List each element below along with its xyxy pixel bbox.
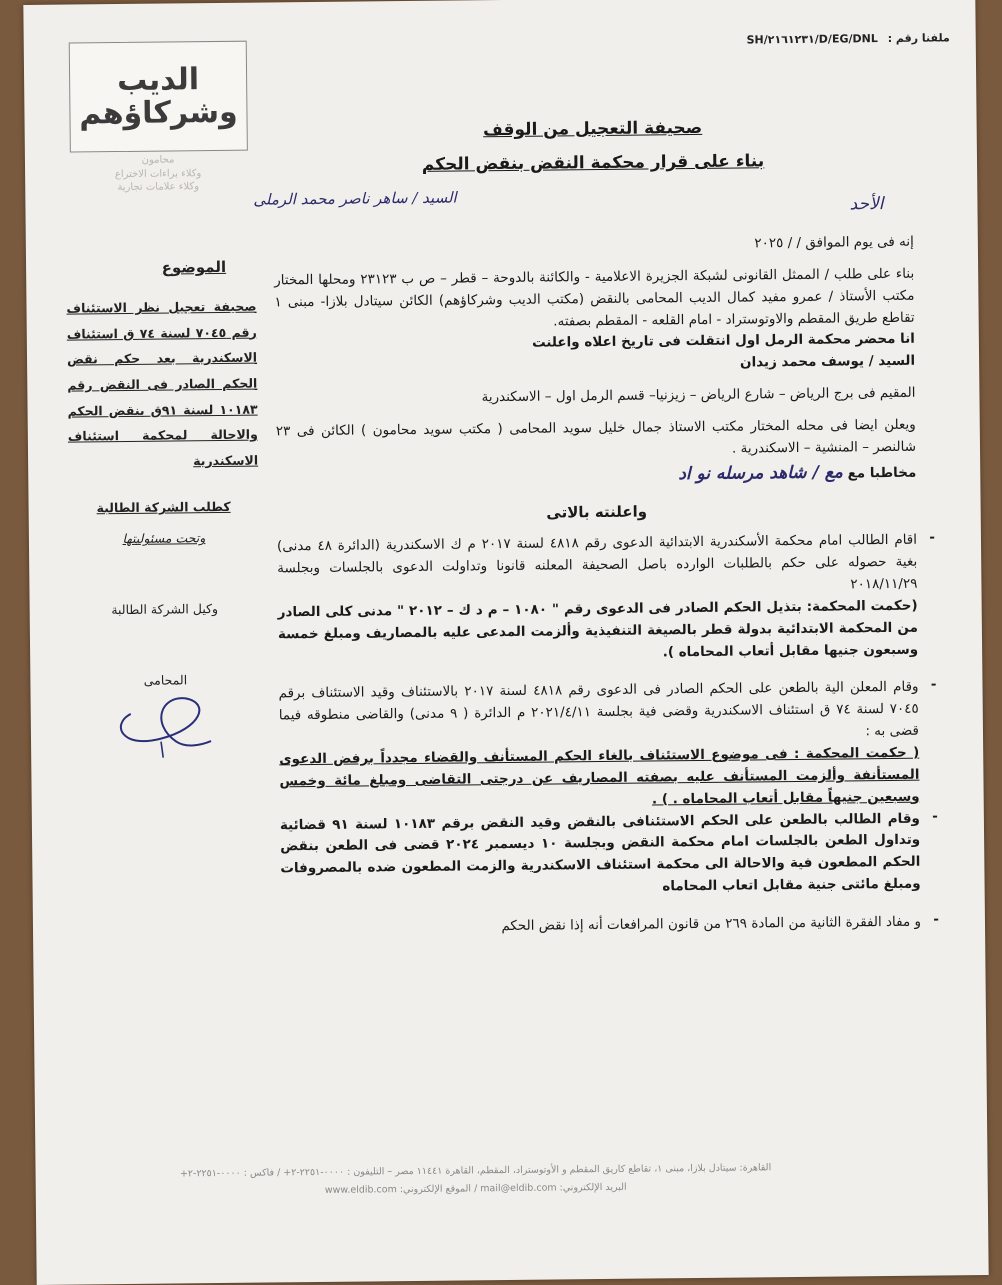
handwritten-day: الأحد	[849, 194, 884, 215]
addressed-label: مخاطبا مع	[847, 464, 917, 482]
list-item: - اقام الطالب امام محكمة الأسكندرية الابتدائية الدعوى رقم ٤٨١٨ لسنة ٢٠١٧ م ك الاسكندرية (الدائرة ٤٨ مدنى) بغية حصوله على حكم بالطلبات الوارده باصل الصحيفة المعلنه قانونا وتداولت الدعوى بالجلسات وبجلسة ٢٠١٨/١١/٢٩ (حكمت المحكمة: بتذيل الحكم الصادر فى الدعوى رقم " ١٠٨٠ – م د ك – ٢٠١٢ " مدنى كلى الصادر من المحكمة الابتدائية بدولة قطر بالصيغة التنفيذية وألزمت المدعى عليه بالمصاريف ومبلغ خمسة وسبعون جنيها مقابل أتعاب المحاماه ).	[277, 530, 918, 668]
item-3-text: وقام الطالب بالطعن على الحكم الاستئنافى بالنقض وقيد النقض برقم ١٠١٨٣ لسنة ٩١ قضائية وتداول الطعن بالجلسات امام محكمة النقض وبجلسة ١٠ ديسمبر ٢٠٢٤ قضى فى الطعن بنقض الحكم المطعون فية والاحالة الى محكمة استئناف الاسكندرية والزمت المطعون ضده بالمصروفات ومبلغ مائتى جنية مقابل اتعاب المحاماه	[279, 810, 921, 895]
document-subtitle: بناء على قرار محكمة النقض بنقض الحكم	[421, 151, 765, 175]
requester-note: كطلب الشركة الطالبة	[96, 499, 231, 516]
addressed-line	[276, 458, 916, 492]
footer-contact: البريد الإلكتروني: mail@eldib.com / الموقع الإلكتروني: www.eldib.com	[324, 1181, 627, 1196]
subject-body: صحيفة تعجيل نظر الاستئناف رقم ٧٠٤٥ لسنة ٧٤ ق استئناف الاسكندرية بعد حكم نقض الحكم الصادر فى النقض رقم ١٠١٨٣ لسنة ٩١ق بنقض الحكم والاحالة لمحكمة استئناف الاسكندرية	[66, 298, 259, 469]
document-title: صحيفة التعجيل من الوقف	[482, 117, 703, 141]
residence-line: المقيم فى برج الرياض – شارع الرياض – زيزنيا– قسم الرمل اول – الاسكندرية	[481, 384, 916, 406]
subject-sidebar	[66, 258, 260, 689]
tagline-line: وكلاء براءات الاختراع	[114, 167, 202, 180]
document-page	[23, 0, 988, 1285]
requester-paragraph: بناء على طلب / الممثل القانونى لشبكة الجزيرة الاعلامية - والكائنة بالدوحة – قطر – ص ب ٢٣١٢٣ ومحلها المختار مكتب الأستاذ / عمرو مفيد كمال الديب المحامى بالنقض (مكتب الديب وشركاؤهم) الكائن سيتادل بلازا- مبنى ١ تقاطع طريق المقطم والاوتوستراد - امام القلعه - المقطم بصفته.	[274, 265, 915, 330]
footer-address: القاهرة: سيتادل بلازا، مبنى ١، تقاطع كاريق المقطم و الأوتوستراد، المقطم، القاهرة ١١٤٤١ مصر – التليفون : ٠٠٠٠-٢٢٥١-٢+ / فاكس : ٠٠٠٠-٢٢٥١-٢+	[179, 1162, 772, 1180]
list-item: - و مفاد الفقرة الثانية من المادة ٢٦٩ من قانون المرافعات أنه إذا نقض الحكم	[281, 912, 921, 941]
file-reference	[747, 31, 950, 46]
list-item: - وقام المعلن الية بالطعن على الحكم الصادر فى الدعوى رقم ٤٨١٨ لسنة ٢٠١٧ بالاستئناف وقيد الاستئناف برقم ٧٠٤٥ لسنة ٧٤ ق استئناف الاسكندرية وقضى فية بجلسة ٢٠٢١/٤/١١ م الدائرة ( ٩ مدنى) والقاضى منطوقه فيما قضى به : ( حكمت المحكمة : فى موضوع الاستئناف بالغاء الحكم المستأنف والقضاء مجدداً برفض الدعوى المستأنفة وألزمت المستأنف عليه بصفته المصاريف عن درجتى التقاضى ومبلغ مائة وخمس وسبعين جنيهاً مقابل أتعاب المحاماه . ) .	[278, 677, 919, 815]
lawyer-label: المحامى	[143, 672, 188, 689]
item-1-ruling: (حكمت المحكمة: بتذيل الحكم الصادر فى الدعوى رقم " ١٠٨٠ – م د ك – ٢٠١٢ " مدنى كلى الصادر من المحكمة الابتدائية بدولة قطر بالصيغة التنفيذية وألزمت المدعى عليه بالمصاريف ومبلغ خمسة وسبعون جنيها مقابل أتعاب المحاماه ).	[277, 597, 919, 660]
bailiff-line: انا محضر محكمة الرمل اول انتقلت فى تاريخ اعلاه واعلنت	[531, 331, 915, 352]
logo-line-1: الديب	[116, 62, 200, 99]
responsibility-note: وتحت مسئوليتها	[122, 530, 206, 547]
tagline-line: وكلاء علامات تجارية	[117, 181, 200, 194]
handwritten-bailiff-name: السيد / ساهر ناصر محمد الرملى	[253, 188, 457, 209]
file-reference-label: ملفنا رقم :	[887, 31, 950, 45]
document-body	[253, 116, 940, 941]
handwritten-header	[253, 184, 913, 239]
day-line: إنه فى يوم الموافق / / ٢٠٢٥	[754, 233, 914, 252]
item-1-text: اقام الطالب امام محكمة الأسكندرية الابتدائية الدعوى رقم ٤٨١٨ لسنة ٢٠١٧ م ك الاسكندرية (الدائرة ٤٨ مدنى) بغية حصوله على حكم بالطلبات الوارده باصل الصحيفة المعلنه قانونا وتداولت الدعوى بالجلسات وبجلسة ٢٠١٨/١١/٢٩	[276, 531, 918, 593]
handwritten-addressee: مع / شاهد مرسله نو اد	[678, 462, 843, 484]
letterhead-footer	[95, 1158, 855, 1202]
agent-label: وكيل الشركة الطالبة	[111, 601, 219, 618]
subject-heading: الموضوع	[161, 257, 227, 277]
logo-line-2: وشركاؤهم	[79, 94, 238, 132]
list-item: - وقام الطالب بالطعن على الحكم الاستئنافى بالنقض وقيد النقض برقم ١٠١٨٣ لسنة ٩١ قضائية وتداول الطعن بالجلسات امام محكمة النقض وبجلسة ١٠ ديسمبر ٢٠٢٤ قضى فى الطعن بنقض الحكم المطعون فية والاحالة الى محكمة استئناف الاسكندرية والزمت المطعون ضده بالمصروفات ومبلغ مائتى جنية مقابل اتعاب المحاماه	[280, 808, 921, 902]
item-4-text: و مفاد الفقرة الثانية من المادة ٢٦٩ من قانون المرافعات أنه إذا نقض الحكم	[501, 913, 922, 935]
firm-logo	[69, 41, 248, 153]
firm-tagline	[70, 153, 246, 195]
file-reference-code: SH/٢١٦١٢٣١/D/EG/DNL	[746, 32, 878, 47]
tagline-line: محامون	[141, 154, 175, 166]
announcement-heading: واعلنته بالاتى	[546, 502, 648, 522]
also-notified-paragraph: ويعلن ايضا فى محله المختار مكتب الاستاذ جمال خليل سويد المحامى ( مكتب سويد محامون ) الكائن فى ٢٣ شالنصر – المنشية – الاسكندرية .	[275, 416, 917, 457]
party-line: السيد / يوسف محمد زيدان	[739, 352, 916, 371]
item-2-text: وقام المعلن الية بالطعن على الحكم الصادر فى الدعوى رقم ٤٨١٨ لسنة ٢٠١٧ بالاستئناف وقيد الاستئناف برقم ٧٠٤٥ لسنة ٧٤ ق استئناف الاسكندرية وقضى فية بجلسة ٢٠٢١/٤/١١ م الدائرة ( ٩ مدنى) والقاضى منطوقه فيما قضى به :	[278, 679, 920, 740]
signature	[90, 683, 241, 765]
item-2-ruling: ( حكمت المحكمة : فى موضوع الاستئناف بالغاء الحكم المستأنف والقضاء مجدداً برفض الدعوى المستأنفة وألزمت المستأنف عليه بصفته المصاريف عن درجتى التقاضى ومبلغ مائة وخمس وسبعين جنيهاً مقابل أتعاب المحاماه . ) .	[279, 744, 920, 808]
